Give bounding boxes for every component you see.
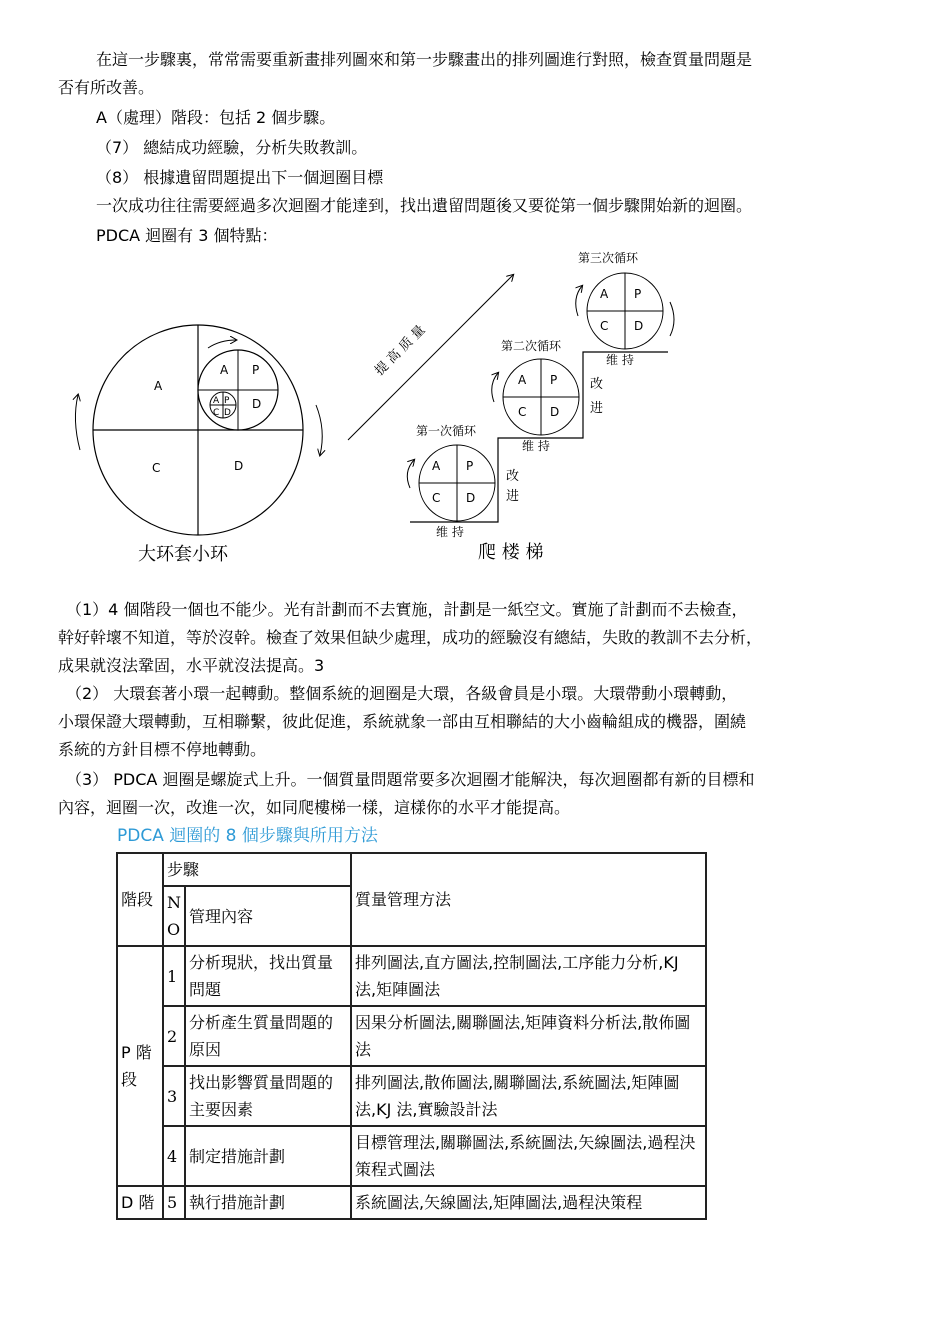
- svg-text:P: P: [252, 363, 260, 377]
- cycle-2-label: 第二次循环: [501, 339, 562, 353]
- table-title: PDCA 迴圈的 8 個步驟與所用方法: [117, 826, 378, 846]
- svg-text:进: 进: [590, 401, 604, 416]
- svg-text:P: P: [224, 396, 230, 406]
- table-row: 4 制定措施計劃 目標管理法,關聯圖法,系統圖法,矢線圖法,過程決策程式圖法: [117, 1126, 706, 1186]
- header-method: 質量管理方法: [351, 853, 706, 946]
- paragraph: PDCA 迴圈有 3 個特點：: [96, 226, 278, 245]
- svg-text:P: P: [550, 373, 558, 387]
- big-quadrant-a: A: [154, 379, 163, 393]
- paragraph: 幹好幹壞不知道，等於沒幹。檢查了效果但缺少處理，成功的經驗沒有總結，失敗的教訓不去分析，: [58, 628, 763, 647]
- svg-text:维 持: 维 持: [522, 439, 550, 453]
- svg-text:P: P: [466, 459, 474, 473]
- svg-text:D: D: [550, 405, 560, 419]
- big-quadrant-d: D: [234, 459, 244, 473]
- svg-text:A: A: [213, 396, 220, 406]
- svg-text:D: D: [634, 319, 644, 333]
- paragraph: （8） 根據遺留問題提出下一個迴圈目標: [96, 168, 384, 187]
- cycle-3-label: 第三次循环: [578, 251, 639, 265]
- svg-text:改: 改: [590, 377, 604, 392]
- svg-text:D: D: [466, 491, 476, 505]
- svg-text:维 持: 维 持: [606, 353, 634, 367]
- table-row: D 階 5 執行措施計劃 系統圖法,矢線圖法,矩陣圖法,過程決策程: [117, 1186, 706, 1219]
- svg-text:维 持: 维 持: [436, 525, 464, 539]
- header-content: 管理內容: [185, 886, 351, 946]
- paragraph: 成果就沒法鞏固，水平就沒法提高。3: [58, 656, 325, 675]
- paragraph: （7） 總結成功經驗，分析失敗教訓。: [96, 138, 368, 157]
- paragraph: 小環保證大環轉動，互相聯繫，彼此促進，系統就象一部由互相聯結的大小齒輪組成的機器，圍繞: [58, 712, 747, 731]
- table-row: 3 找出影響質量問題的主要因素 排列圖法,散佈圖法,關聯圖法,系統圖法,矩陣圖法,KJ 法,實驗設計法: [117, 1066, 706, 1126]
- paragraph: （3） PDCA 迴圈是螺旋式上升。一個質量問題常要多次迴圈才能解決，每次迴圈都有新的目標和: [66, 770, 755, 789]
- svg-text:P: P: [634, 287, 642, 301]
- pdca-diagram: [58, 240, 678, 570]
- svg-text:A: A: [220, 363, 229, 377]
- paragraph: 否有所改善。: [58, 78, 155, 97]
- paragraph: 一次成功往往需要經過多次迴圈才能達到，找出遺留問題後又要從第一個步驟開始新的迴圈。: [96, 196, 753, 215]
- table-row: 2 分析產生質量問題的原因 因果分析圖法,關聯圖法,矩陣資料分析法,散佈圖法: [117, 1006, 706, 1066]
- svg-text:C: C: [432, 491, 441, 505]
- paragraph: 內容，迴圈一次，改進一次，如同爬樓梯一樣，這樣你的水平才能提高。: [58, 798, 571, 817]
- svg-text:C: C: [518, 405, 527, 419]
- svg-text:D: D: [224, 408, 231, 418]
- pdca-steps-table: [116, 852, 707, 1220]
- paragraph: A（處理）階段：包括 2 個步驟。: [96, 108, 336, 127]
- stage-d: D 階: [117, 1186, 163, 1219]
- svg-text:改: 改: [506, 469, 520, 484]
- svg-text:进: 进: [506, 489, 520, 504]
- svg-text:C: C: [213, 408, 220, 418]
- svg-text:A: A: [518, 373, 527, 387]
- stage-p: P 階段: [117, 946, 163, 1186]
- paragraph: 系統的方針目標不停地轉動。: [58, 740, 267, 759]
- table-row: P 階段 1 分析現狀，找出質量問題 排列圖法,直方圖法,控制圖法,工序能力分析,KJ 法,矩陣圖法: [117, 946, 706, 1006]
- big-quadrant-c: C: [152, 461, 161, 475]
- svg-text:D: D: [252, 397, 262, 411]
- svg-text:A: A: [600, 287, 609, 301]
- stairs-caption: 爬 楼 梯: [478, 542, 544, 563]
- header-no: N O: [163, 886, 185, 946]
- header-stage: 階段: [117, 853, 163, 946]
- paragraph: （1）4 個階段一個也不能少。光有計劃而不去實施，計劃是一紙空文。實施了計劃而不去檢查，: [66, 600, 748, 619]
- svg-text:C: C: [600, 319, 609, 333]
- header-step: 步驟: [163, 853, 351, 886]
- svg-text:A: A: [432, 459, 441, 473]
- quality-arrow-label: 提 高 质 量: [372, 322, 429, 379]
- paragraph: （2） 大環套著小環一起轉動。整個系統的迴圈是大環，各級會員是小環。大環帶動小環轉動，: [66, 684, 738, 703]
- big-cycle-caption: 大环套小环: [138, 544, 228, 565]
- paragraph: 在這一步驟裏，常常需要重新畫排列圖來和第一步驟畫出的排列圖進行對照，檢查質量問題是: [96, 50, 753, 69]
- cycle-1-label: 第一次循环: [416, 424, 477, 438]
